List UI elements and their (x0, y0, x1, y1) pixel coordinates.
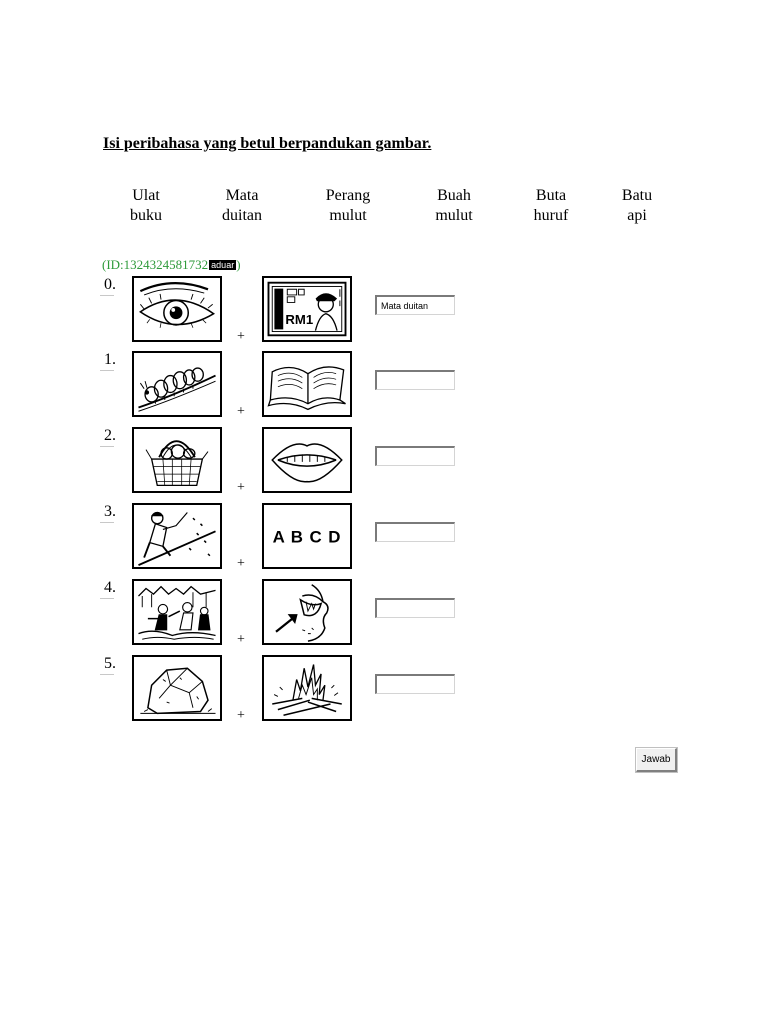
mouth-arrow-icon (262, 579, 352, 645)
letters-icon (262, 503, 352, 569)
option-word (506, 186, 596, 226)
question-number: 0. (104, 276, 116, 293)
option-line2: mulut (329, 207, 367, 224)
mouth-icon (262, 427, 352, 493)
page-title: Isi peribahasa yang betul berpandukan gambar. (103, 135, 432, 152)
letters-label: A B C D (272, 527, 342, 547)
option-line1: Perang (325, 187, 371, 204)
plus-sign: + (237, 404, 245, 419)
plus-sign: + (237, 480, 245, 495)
question-number: 1. (104, 351, 116, 368)
open-book-icon (262, 351, 352, 417)
id-suffix: ) (236, 257, 241, 272)
answer-input[interactable] (375, 295, 455, 315)
banknote-label: RM1 (285, 312, 314, 328)
question-number: 5. (104, 655, 116, 672)
question-row (100, 503, 700, 573)
option-line2: api (627, 207, 647, 224)
answer-input[interactable] (375, 446, 455, 466)
fire-icon (262, 655, 352, 721)
option-line2: buku (130, 207, 162, 224)
question-row (100, 351, 700, 421)
id-tag: aduar (211, 260, 235, 270)
option-word (303, 186, 393, 226)
question-id (102, 257, 241, 273)
question-row (100, 427, 700, 497)
option-word (101, 186, 191, 226)
question-number: 2. (104, 427, 116, 444)
option-word (197, 186, 287, 226)
question-row (100, 276, 700, 346)
option-line1: Ulat (132, 187, 160, 204)
caterpillar-icon (132, 351, 222, 417)
question-row (100, 655, 700, 725)
fruit-basket-icon (132, 427, 222, 493)
option-line2: mulut (435, 207, 473, 224)
answer-input[interactable] (375, 522, 455, 542)
soldier-icon (132, 503, 222, 569)
option-line1: Buah (437, 187, 471, 204)
submit-button[interactable]: Jawab (636, 748, 677, 772)
option-word (409, 186, 499, 226)
answer-input[interactable] (375, 674, 455, 694)
question-row (100, 579, 700, 649)
option-line2: duitan (222, 207, 262, 224)
answer-input[interactable] (375, 598, 455, 618)
option-line1: Batu (621, 187, 653, 204)
plus-sign: + (237, 556, 245, 571)
option-line1: Mata (225, 187, 259, 204)
word-options (100, 186, 690, 226)
answer-input[interactable] (375, 370, 455, 390)
plus-sign: + (237, 708, 245, 723)
rock-icon (132, 655, 222, 721)
banknote-icon (262, 276, 352, 342)
battle-scene-icon (132, 579, 222, 645)
plus-sign: + (237, 632, 245, 647)
option-line2: huruf (533, 207, 569, 224)
question-number: 3. (104, 503, 116, 520)
id-prefix: (ID:1324324581732 (102, 257, 209, 272)
option-line1: Buta (535, 187, 567, 204)
eye-icon (132, 276, 222, 342)
question-number: 4. (104, 579, 116, 596)
option-word (592, 186, 682, 226)
plus-sign: + (237, 329, 245, 344)
